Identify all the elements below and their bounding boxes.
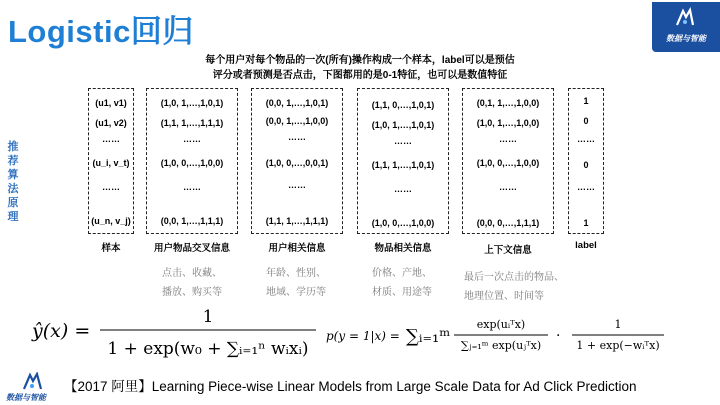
- item-cell: ……: [394, 136, 412, 146]
- user-item-example: 点击、收藏、: [162, 268, 222, 279]
- context-cell: (1,0, 1,…,1,0,0): [476, 118, 540, 128]
- formula2-dot: ·: [556, 328, 561, 344]
- footer-logo: [6, 372, 62, 402]
- sample-cell: ……: [102, 182, 120, 192]
- user-item-cell: (1,0, 1,…,1,0,1): [160, 98, 224, 108]
- caption-label: label: [575, 240, 597, 251]
- context-cell: (0,1, 1,…,1,0,0): [476, 98, 540, 108]
- brand-mark-icon: [674, 7, 696, 29]
- item-example: 材质、用途等: [372, 287, 432, 298]
- context-cell: (0,0, 0,…,1,1,1): [476, 218, 540, 228]
- sample-cell: (u_i, v_t): [92, 158, 130, 168]
- user-example: 年龄、性别、: [266, 268, 326, 279]
- formula2-lhs: p(y = 1|x) =: [326, 329, 400, 343]
- formula2-frac2-numerator: 1: [614, 318, 622, 331]
- item-cell: (1,0, 0,…,1,0,0): [371, 218, 435, 228]
- label-cell: ……: [577, 134, 595, 144]
- label-cell: 1: [583, 96, 589, 106]
- footer-brand-icon: [22, 372, 44, 392]
- context-cell: ……: [499, 182, 517, 192]
- footer-logo-text: 数据与智能: [6, 393, 46, 402]
- item-cell: (1,1, 0,…,1,0,1): [371, 100, 435, 110]
- piecewise-formula: [326, 304, 666, 364]
- label-cell: 0: [583, 116, 589, 126]
- user-cell: ……: [288, 132, 306, 142]
- brand-logo: [652, 2, 720, 52]
- sample-cell: (u_n, v_j): [91, 216, 131, 226]
- item-cell: (1,1, 1,…,1,0,1): [371, 160, 435, 170]
- user-item-cell: ……: [183, 182, 201, 192]
- page-title: Logistic回归: [8, 14, 194, 49]
- logistic-formula: [28, 298, 318, 362]
- item-example: 价格、产地、: [372, 268, 432, 279]
- formula2-frac1-denominator: ∑ⱼ₌₁ᵐ exp(uⱼᵀx): [460, 339, 542, 352]
- sample-cell: (u1, v1): [95, 98, 127, 108]
- formula2-sum: ∑ᵢ₌₁ᵐ: [406, 326, 451, 347]
- user-cell: (1,1, 1,…,1,1,1): [265, 216, 329, 226]
- intro-line-1: 每个用户对每个物品的一次(所有)操作构成一个样本，label可以是预估: [205, 55, 515, 66]
- user-item-cell: (1,0, 0,…,1,0,0): [160, 158, 224, 168]
- label-cell: 0: [583, 160, 589, 170]
- user-cell: ……: [288, 180, 306, 190]
- item-cell: ……: [394, 184, 412, 194]
- caption-user-item: 用户物品交叉信息: [153, 243, 231, 254]
- context-example: 地理位置、时间等: [464, 291, 544, 302]
- side-label-char: 推: [7, 141, 19, 153]
- user-example: 地域、学历等: [266, 287, 326, 298]
- caption-context: 上下文信息: [484, 245, 532, 256]
- user-item-cell: (1,1, 1,…,1,1,1): [160, 118, 224, 128]
- reference-citation: 【2017 阿里】Learning Piece-wise Linear Models from Large Scale Data for Ad Click Prediction: [64, 379, 637, 394]
- label-cell: ……: [577, 182, 595, 192]
- side-label-char: 法: [7, 183, 19, 195]
- side-label-char: 理: [7, 211, 19, 223]
- side-label-char: 荐: [7, 155, 19, 167]
- context-cell: (1,0, 0,…,1,0,0): [476, 158, 540, 168]
- caption-sample: 样本: [101, 243, 121, 254]
- user-item-cell: (0,0, 1,…,1,1,1): [160, 216, 224, 226]
- formula2-frac2-denominator: 1 + exp(−wᵢᵀx): [576, 339, 660, 352]
- formula1-lhs: ŷ(x) =: [32, 320, 91, 342]
- caption-item: 物品相关信息: [374, 243, 432, 254]
- intro-line-2: 评分或者预测是否点击，下图都用的是0-1特征，也可以是数值特征: [212, 70, 508, 81]
- user-cell: (0,0, 1,…,1,0,0): [265, 116, 329, 126]
- side-label-char: 原: [7, 197, 19, 209]
- item-cell: (1,0, 1,…,1,0,1): [371, 120, 435, 130]
- side-label-char: 算: [7, 169, 19, 181]
- brand-logo-text: 数据与智能: [666, 34, 706, 43]
- label-cell: 1: [583, 218, 589, 228]
- context-example: 最后一次点击的物品、: [464, 272, 564, 283]
- caption-user: 用户相关信息: [268, 243, 326, 254]
- formula1-numerator: 1: [202, 307, 214, 327]
- user-item-cell: ……: [183, 134, 201, 144]
- sample-cell: ……: [102, 134, 120, 144]
- formula2-frac1-numerator: exp(uᵢᵀx): [476, 318, 526, 331]
- formula1-denominator: 1 + exp(w₀ + ∑ᵢ₌₁ⁿ wᵢxᵢ): [107, 339, 309, 359]
- user-cell: (1,0, 0,…,0,0,1): [265, 158, 329, 168]
- side-label: [6, 140, 20, 224]
- user-cell: (0,0, 1,…,1,0,1): [265, 98, 329, 108]
- sample-cell: (u1, v2): [95, 118, 127, 128]
- context-cell: ……: [499, 134, 517, 144]
- user-item-example: 播放、购买等: [162, 287, 222, 298]
